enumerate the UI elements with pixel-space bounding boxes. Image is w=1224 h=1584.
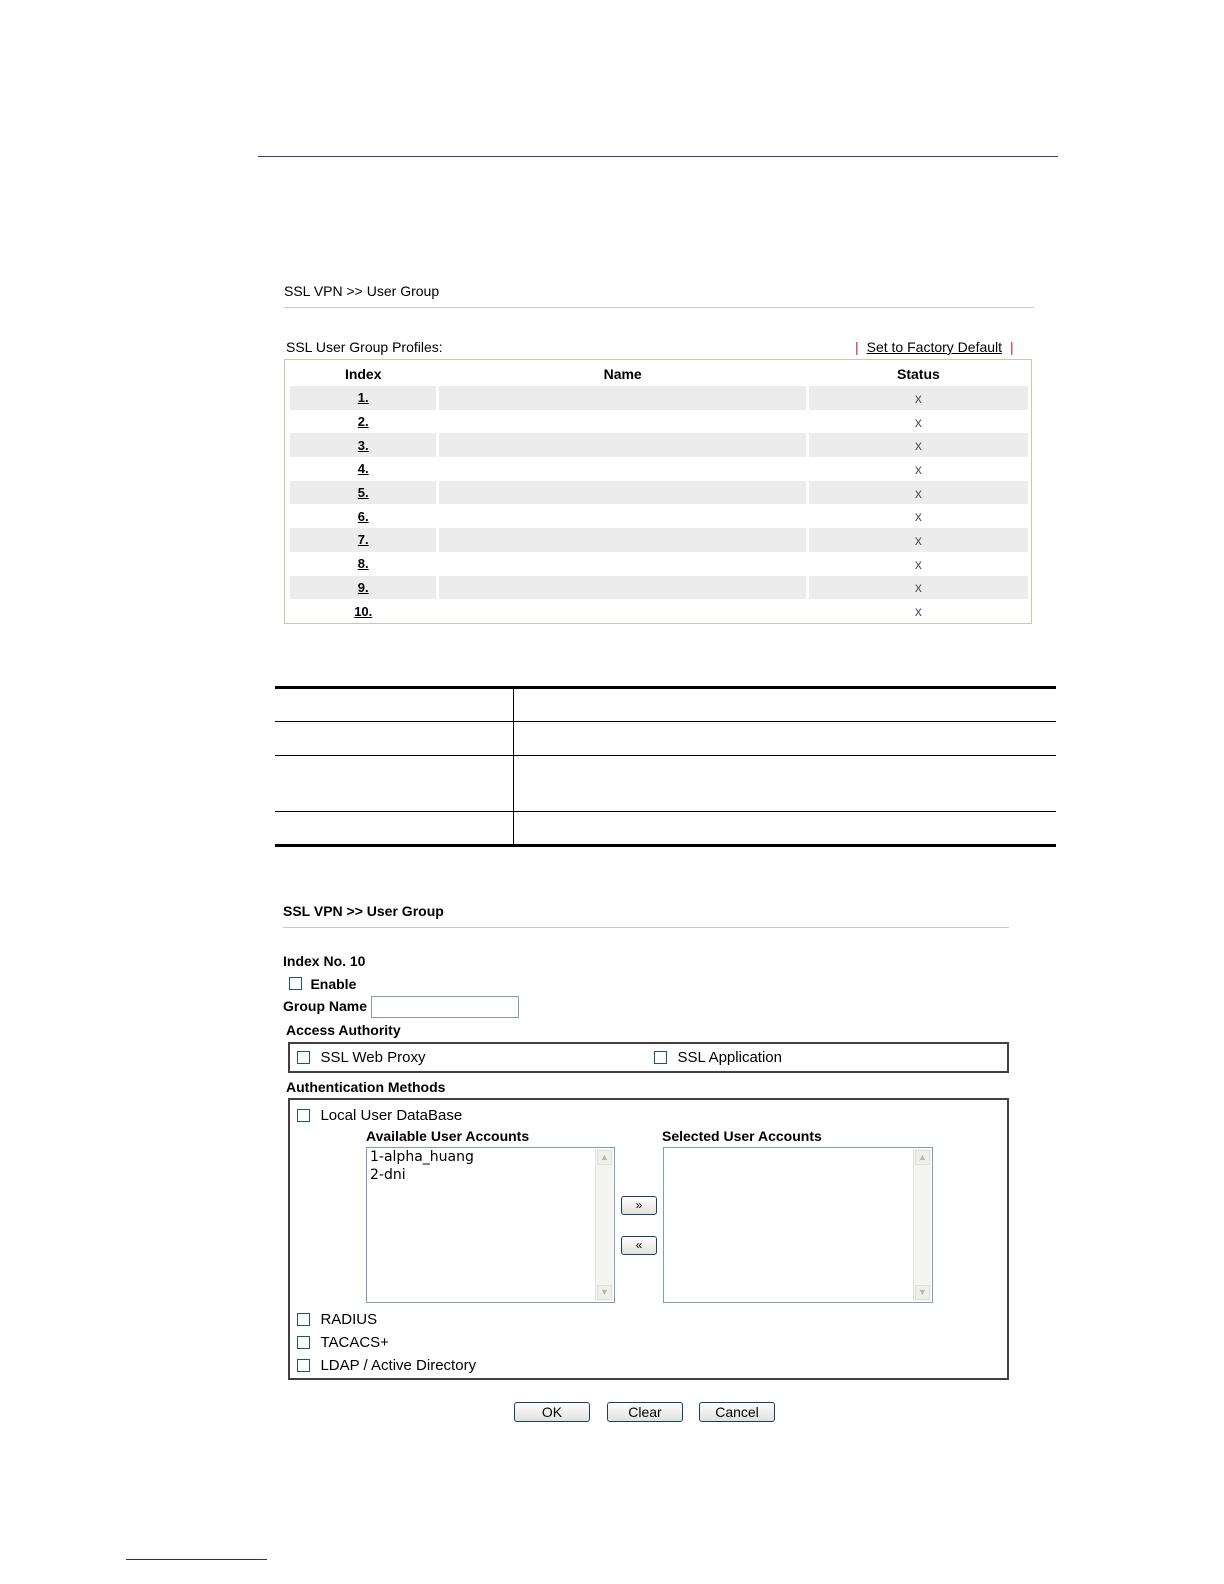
- profile-index-link[interactable]: 3.: [357, 437, 369, 453]
- scroll-down-icon[interactable]: ▼: [597, 1285, 612, 1300]
- ssl-application-checkbox[interactable]: [654, 1051, 667, 1064]
- available-accounts-label: Available User Accounts: [366, 1128, 530, 1144]
- ldap-checkbox[interactable]: [297, 1359, 310, 1372]
- profile-name-cell: [439, 410, 805, 434]
- profile-index-link[interactable]: 6.: [357, 508, 369, 524]
- enable-checkbox[interactable]: [289, 977, 302, 990]
- ssl-application-option: [654, 1049, 782, 1067]
- tacacs-option: [297, 1334, 389, 1352]
- table-row: [290, 504, 1028, 528]
- radius-label: RADIUS: [320, 1311, 378, 1329]
- group-name-label: Group Name: [283, 998, 368, 1014]
- clear-button[interactable]: Clear: [607, 1402, 683, 1422]
- local-user-database-option: [297, 1107, 462, 1125]
- list-item[interactable]: 1-alpha_huang: [370, 1149, 474, 1165]
- profile-status-cell: x: [914, 508, 922, 525]
- enable-row: [289, 975, 356, 993]
- profile-name-cell: [439, 433, 805, 457]
- table-row: [290, 386, 1028, 410]
- index-number-label: Index No. 10: [283, 953, 366, 969]
- scroll-down-icon[interactable]: ▼: [915, 1285, 930, 1300]
- profile-index-link[interactable]: 9.: [357, 579, 369, 595]
- profile-status-cell: x: [809, 481, 1028, 505]
- table-rule: [275, 755, 1056, 756]
- profiles-table-frame: [284, 359, 1032, 624]
- profile-name-cell: [439, 481, 805, 505]
- ok-button[interactable]: OK: [514, 1402, 590, 1422]
- table-rule: [275, 811, 1056, 812]
- scroll-up-icon[interactable]: ▲: [597, 1150, 612, 1165]
- authentication-methods-label: Authentication Methods: [286, 1079, 446, 1095]
- ssl-web-proxy-checkbox[interactable]: [297, 1051, 310, 1064]
- title-separator: [284, 307, 1034, 308]
- profile-name-cell: [439, 576, 805, 600]
- selected-accounts-label: Selected User Accounts: [662, 1128, 822, 1144]
- available-accounts-list[interactable]: [366, 1147, 615, 1303]
- column-header-name: Name: [603, 366, 642, 382]
- add-account-button[interactable]: »: [621, 1196, 657, 1215]
- tacacs-label: TACACS+: [320, 1334, 389, 1352]
- local-user-database-checkbox[interactable]: [297, 1109, 310, 1122]
- profile-name-cell: [439, 457, 805, 481]
- scroll-up-icon[interactable]: ▲: [915, 1150, 930, 1165]
- ssl-web-proxy-option: [297, 1049, 426, 1067]
- title-separator: [283, 927, 1009, 928]
- table-row: [290, 552, 1028, 576]
- authentication-methods-box: [288, 1098, 1009, 1380]
- page-title-user-group-list: SSL VPN >> User Group: [284, 283, 440, 299]
- table-row: [290, 599, 1028, 623]
- ssl-application-label: SSL Application: [677, 1049, 782, 1067]
- profile-status-cell: x: [914, 603, 922, 620]
- profile-index-link[interactable]: 8.: [357, 556, 369, 572]
- group-name-input[interactable]: [371, 996, 519, 1018]
- scrollbar[interactable]: [913, 1149, 931, 1301]
- page-footer-rule: [126, 1559, 267, 1560]
- enable-label: Enable: [310, 975, 357, 992]
- table-row: [290, 410, 1028, 434]
- table-row: [290, 433, 1028, 457]
- column-header-index: Index: [344, 366, 382, 382]
- radius-checkbox[interactable]: [297, 1313, 310, 1326]
- profile-index-link[interactable]: 4.: [357, 461, 369, 477]
- ssl-web-proxy-label: SSL Web Proxy: [320, 1049, 426, 1067]
- table-rule: [275, 686, 1056, 689]
- list-item[interactable]: 2-dni: [370, 1167, 406, 1183]
- profile-index-link[interactable]: 10.: [354, 603, 373, 619]
- profile-name-cell: [439, 599, 805, 623]
- table-row: [290, 481, 1028, 505]
- ldap-label: LDAP / Active Directory: [320, 1357, 477, 1375]
- table-divider: [513, 686, 514, 847]
- set-to-factory-default-link[interactable]: Set to Factory Default: [866, 339, 1003, 355]
- description-table: [275, 686, 1056, 847]
- page-title-user-group-edit: SSL VPN >> User Group: [283, 903, 444, 919]
- profile-name-cell: [439, 552, 805, 576]
- separator-bar: |: [855, 339, 859, 355]
- profile-status-cell: x: [809, 433, 1028, 457]
- profile-index-link[interactable]: 2.: [357, 414, 369, 430]
- table-rule: [275, 721, 1056, 722]
- factory-default-area: [855, 339, 1014, 355]
- profile-index-link[interactable]: 1.: [357, 390, 369, 406]
- access-authority-box: [288, 1042, 1009, 1073]
- profile-status-cell: x: [809, 528, 1028, 552]
- profiles-table: [287, 362, 1031, 623]
- profile-index-link[interactable]: 5.: [357, 485, 369, 501]
- table-row: [290, 576, 1028, 600]
- page-header-rule: [258, 156, 1058, 157]
- table-row: [290, 457, 1028, 481]
- cancel-button[interactable]: Cancel: [699, 1402, 775, 1422]
- profile-status-cell: x: [914, 555, 922, 572]
- profile-index-link[interactable]: 7.: [357, 532, 369, 548]
- profile-status-cell: x: [914, 413, 922, 430]
- profile-status-cell: x: [809, 386, 1028, 410]
- ldap-option: [297, 1357, 476, 1375]
- profile-name-cell: [439, 386, 805, 410]
- tacacs-checkbox[interactable]: [297, 1336, 310, 1349]
- local-user-database-label: Local User DataBase: [320, 1107, 463, 1125]
- table-row: [290, 528, 1028, 552]
- table-rule: [275, 844, 1056, 847]
- radius-option: [297, 1311, 377, 1329]
- profile-name-cell: [439, 528, 805, 552]
- access-authority-label: Access Authority: [286, 1022, 401, 1038]
- column-header-status: Status: [897, 366, 940, 382]
- selected-accounts-list[interactable]: [663, 1147, 933, 1303]
- profile-name-cell: [439, 504, 805, 528]
- profile-status-cell: x: [809, 576, 1028, 600]
- scrollbar[interactable]: [595, 1149, 613, 1301]
- profiles-label: SSL User Group Profiles:: [286, 339, 443, 355]
- profile-status-cell: x: [914, 460, 922, 477]
- separator-bar: |: [1010, 339, 1014, 355]
- remove-account-button[interactable]: «: [621, 1236, 657, 1255]
